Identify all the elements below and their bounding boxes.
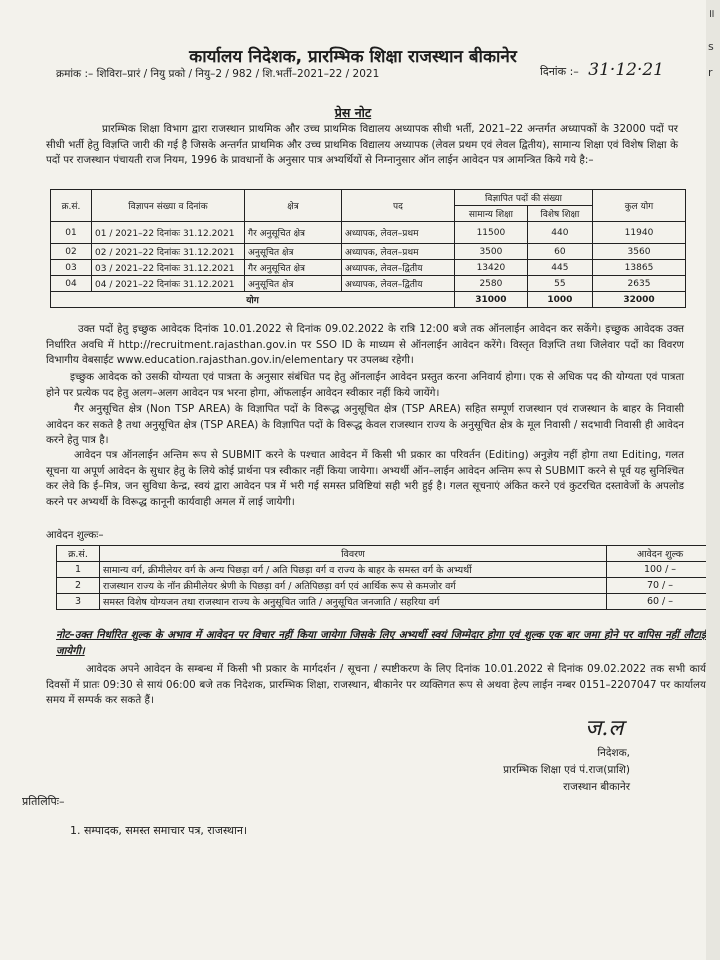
fee-cell-fee: 60 / – — [607, 594, 714, 610]
fee-cell-desc: समस्त विशेष योग्यजन तथा राजस्थान राज्य के अनुसूचित जाति / अनुसूचित जनजाति / सहरिया वर्ग — [100, 594, 607, 610]
editing-paragraph: आवेदन पत्र ऑनलाईन अन्तिम रूप से SUBMIT करने के पश्चात आवेदन में किसी भी प्रकार का परिवर्तन (Editing) अनुज्ञेय नहीं होगा तथा Editing, गलत सूचना या अपूर्ण आवेदन के सुधार हेतु के लिये कोई प्रार्थना पत्र स्वीकार नहीं किया जायेगा। अभ्यर्थी ऑन–लाईन आवेदन अन्तिम रूप से SUBMIT करने से पूर्व यह सुनिश्चित कर लेवे कि ई–मित्र, जन सुविधा केन्द्र, स्वयं द्वारा आवेदन पत्र में भरी गई समस्त प्रविष्टियां सही भरी हुई है। गलत सूचनाएं अंकित करने एवं कुटरचित दस्तावेजों के अपलोड करने पर अभ्यर्थी के विरूद्ध कानूनी कार्यवाही अमल में लाई जायेगी। — [46, 449, 684, 508]
total-special: 1000 — [527, 292, 592, 308]
cell-post: अध्यापक, लेवल–प्रथम — [342, 244, 455, 260]
cell-sno: 01 — [51, 222, 92, 244]
fee-col-desc: विवरण — [100, 546, 607, 562]
fee-label: आवेदन शुल्कः– — [46, 529, 104, 541]
cell-sno: 02 — [51, 244, 92, 260]
col-ad: विज्ञापन संख्या व दिनांक — [92, 190, 245, 222]
cell-total: 2635 — [593, 276, 686, 292]
reference-label: क्रमांक :– — [56, 68, 94, 80]
cell-general: 13420 — [455, 260, 528, 276]
fee-cell-sno: 3 — [57, 594, 100, 610]
fee-note: नोट–उक्त निर्धारित शुल्क के अभाव में आवेदन पर विचार नहीं किया जायेगा जिसके लिए अभ्यर्थी स्वयं जिम्मेदार होगा एवं शुल्क एक बार जमा होने पर वापिस नहीं लौटाई जायेगी। — [56, 629, 706, 657]
edge-mark: s — [708, 40, 714, 53]
col-general: सामान्य शिक्षा — [455, 206, 528, 222]
cell-ad: 04 / 2021–22 दिनांकः 31.12.2021 — [92, 276, 245, 292]
cell-area: गैर अनुसूचित क्षेत्र — [245, 260, 342, 276]
cell-area: अनुसूचित क्षेत्र — [245, 244, 342, 260]
signer-location: राजस्थान बीकानेर — [563, 781, 630, 793]
contact-paragraph: आवेदक अपने आवेदन के सम्बन्ध में किसी भी प्रकार के मार्गदर्शन / सूचना / स्पष्टीकरण के लिए दिनांक 10.01.2022 से दिनांक 09.02.2022 तक सभी कार्य दिवसों में प्रातः 09:30 से सायं 06:00 बजे तक निदेशक, प्रारम्भिक शिक्षा, राजस्थान, बीकानेर पर व्यक्तिगत रूप से अथवा हेल्प लाईन नम्बर 0151–2207047 पर कार्यालय समय में सम्पर्क कर सकते हैं। — [46, 663, 706, 707]
table-row — [51, 244, 686, 260]
col-area: क्षेत्र — [245, 190, 342, 222]
cell-post: अध्यापक, लेवल–द्वितीय — [342, 260, 455, 276]
application-dates-paragraph: उक्त पदों हेतु इच्छुक आवेदक दिनांक 10.01.2022 से दिनांक 09.02.2022 के रात्रि 12:00 बजे तक ऑनलाईन आवेदन कर सकेंगे। इच्छुक आवेदक उक्त निर्धारित अवधि में http://recruitment.rajasthan.gov.in पर SSO ID के माध्यम से ऑनलाईन आवेदन करेंगे। विस्तृत विज्ञप्ति तथा जिलेवार पदों का विवरण विभागीय वेबसाईट www.education.rajasthan.gov.in/elementary पर उपलब्ध रहेगी। — [46, 323, 684, 367]
issue-date — [540, 60, 664, 80]
cell-area: अनुसूचित क्षेत्र — [245, 276, 342, 292]
col-special: विशेष शिक्षा — [527, 206, 592, 222]
edge-mark: ॥ — [708, 7, 715, 20]
fee-cell-sno: 1 — [57, 562, 100, 578]
total-all: 32000 — [593, 292, 686, 308]
date-label: दिनांक :– — [540, 65, 579, 78]
fee-col-fee: आवेदन शुल्क — [607, 546, 714, 562]
fee-col-sno: क्र.सं. — [57, 546, 100, 562]
cell-area: गैर अनुसूचित क्षेत्र — [245, 222, 342, 244]
office-title: कार्यालय निदेशक, प्रारम्भिक शिक्षा राजस्थान बीकानेर — [189, 47, 517, 67]
cell-total: 13865 — [593, 260, 686, 276]
cell-sno: 03 — [51, 260, 92, 276]
eligibility-paragraph: इच्छुक आवेदक को उसकी योग्यता एवं पात्रता के अनुसार संबंधित पद हेतु ऑनलाईन आवेदन प्रस्तुत करना अनिवार्य होगा। एक से अधिक पद की योग्यता एवं पात्रता होने पर प्रत्येक पद हेतु अलग–अलग आवेदन पत्र भरना होगा, ऑफलाईन आवेदन स्वीकार नहीं किये जायेंगे। — [46, 371, 684, 399]
total-general: 31000 — [455, 292, 528, 308]
table-row — [51, 276, 686, 292]
copy-label: प्रतिलिपिः– — [22, 795, 65, 808]
reference-value: शिविरा–प्रारं / नियु प्रको / नियु–2 / 982 / शि.भर्ती–2021–22 / 2021 — [96, 68, 380, 80]
copy-item: 1. सम्पादक, समस्त समाचार पत्र, राजस्थान। — [70, 824, 248, 837]
table-row — [51, 222, 686, 244]
signer-designation: निदेशक, — [597, 747, 630, 759]
fee-cell-desc: राजस्थान राज्य के नॉन क्रीमीलेयर श्रेणी के पिछड़ा वर्ग / अतिपिछड़ा वर्ग एवं आर्थिक रूप से कमजोर वर्ग — [100, 578, 607, 594]
signer-block — [503, 745, 630, 796]
cell-special: 55 — [527, 276, 592, 292]
cell-ad: 01 / 2021–22 दिनांकः 31.12.2021 — [92, 222, 245, 244]
area-paragraph: गैर अनुसूचित क्षेत्र (Non TSP AREA) के विज्ञापित पदों के विरूद्ध अनुसूचित क्षेत्र (TSP AREA) सहित सम्पूर्ण राजस्थान एवं राजस्थान के बाहर के निवासी आवेदन कर सकते है तथा अनुसूचित क्षेत्र (TSP AREA) के विज्ञापित पदों के विरूद्ध केवल राजस्थान राज्य के अनुसूचित क्षेत्र के मूल निवासी / सदभावी निवासी ही आवेदन करने हेतु पात्र है। — [46, 403, 684, 447]
cell-ad: 02 / 2021–22 दिनांकः 31.12.2021 — [92, 244, 245, 260]
edge-mark: r — [708, 66, 713, 79]
signer-department: प्रारम्भिक शिक्षा एवं पं.राज(प्राशि) — [503, 764, 630, 776]
cell-general: 2580 — [455, 276, 528, 292]
col-sno: क्र.सं. — [51, 190, 92, 222]
signature: ज.ल — [585, 716, 624, 741]
fee-cell-desc: सामान्य वर्ग, क्रीमीलेयर वर्ग के अन्य पिछड़ा वर्ग / अति पिछड़ा वर्ग व राज्य के बाहर के समस्त वर्ग के अभ्यर्थी — [100, 562, 607, 578]
press-note-heading: प्रेस नोट — [334, 105, 372, 120]
cell-special: 60 — [527, 244, 592, 260]
table-row — [57, 594, 714, 610]
col-total: कुल योग — [593, 190, 686, 222]
cell-total: 11940 — [593, 222, 686, 244]
col-vacancies: विज्ञापित पदों की संख्या — [455, 190, 593, 206]
table-row — [57, 562, 714, 578]
fee-cell-fee: 100 / – — [607, 562, 714, 578]
table-row — [57, 578, 714, 594]
cell-post: अध्यापक, लेवल–प्रथम — [342, 222, 455, 244]
page-edge — [706, 0, 720, 960]
fee-cell-sno: 2 — [57, 578, 100, 594]
intro-paragraph: प्रारम्भिक शिक्षा विभाग द्वारा राजस्थान प्राथमिक और उच्च प्राथमिक विद्यालय अध्यापक सीधी भर्ती, 2021–22 अन्तर्गत अध्यापकों के 32000 पदों पर सीधी भर्ती हेतु विज्ञप्ति जारी की गई है जिसके अन्तर्गत प्राथमिक और उच्च प्राथमिक विद्यालय अध्यापक (लेवल प्रथम एवं लेवल द्वितीय), सामान्य शिक्षा एवं विशेष शिक्षा के पदों पर राजस्थान पंचायती राज नियम, 1996 के प्रावधानों के अनुसार पात्र अभ्यर्थियों से निम्नानुसार ऑन लाईन आवेदन पत्र आमन्त्रित किये गये है:– — [46, 123, 678, 167]
table-row — [51, 260, 686, 276]
fee-table — [56, 545, 714, 610]
posts-table — [50, 189, 686, 308]
reference-number — [56, 67, 379, 81]
cell-general: 11500 — [455, 222, 528, 244]
cell-sno: 04 — [51, 276, 92, 292]
date-value: 31·12·21 — [588, 60, 664, 80]
cell-special: 440 — [527, 222, 592, 244]
cell-ad: 03 / 2021–22 दिनांकः 31.12.2021 — [92, 260, 245, 276]
cell-total: 3560 — [593, 244, 686, 260]
cell-special: 445 — [527, 260, 592, 276]
col-post: पद — [342, 190, 455, 222]
cell-general: 3500 — [455, 244, 528, 260]
cell-post: अध्यापक, लेवल–द्वितीय — [342, 276, 455, 292]
total-label: योग — [51, 292, 455, 308]
table-total-row — [51, 292, 686, 308]
fee-cell-fee: 70 / – — [607, 578, 714, 594]
